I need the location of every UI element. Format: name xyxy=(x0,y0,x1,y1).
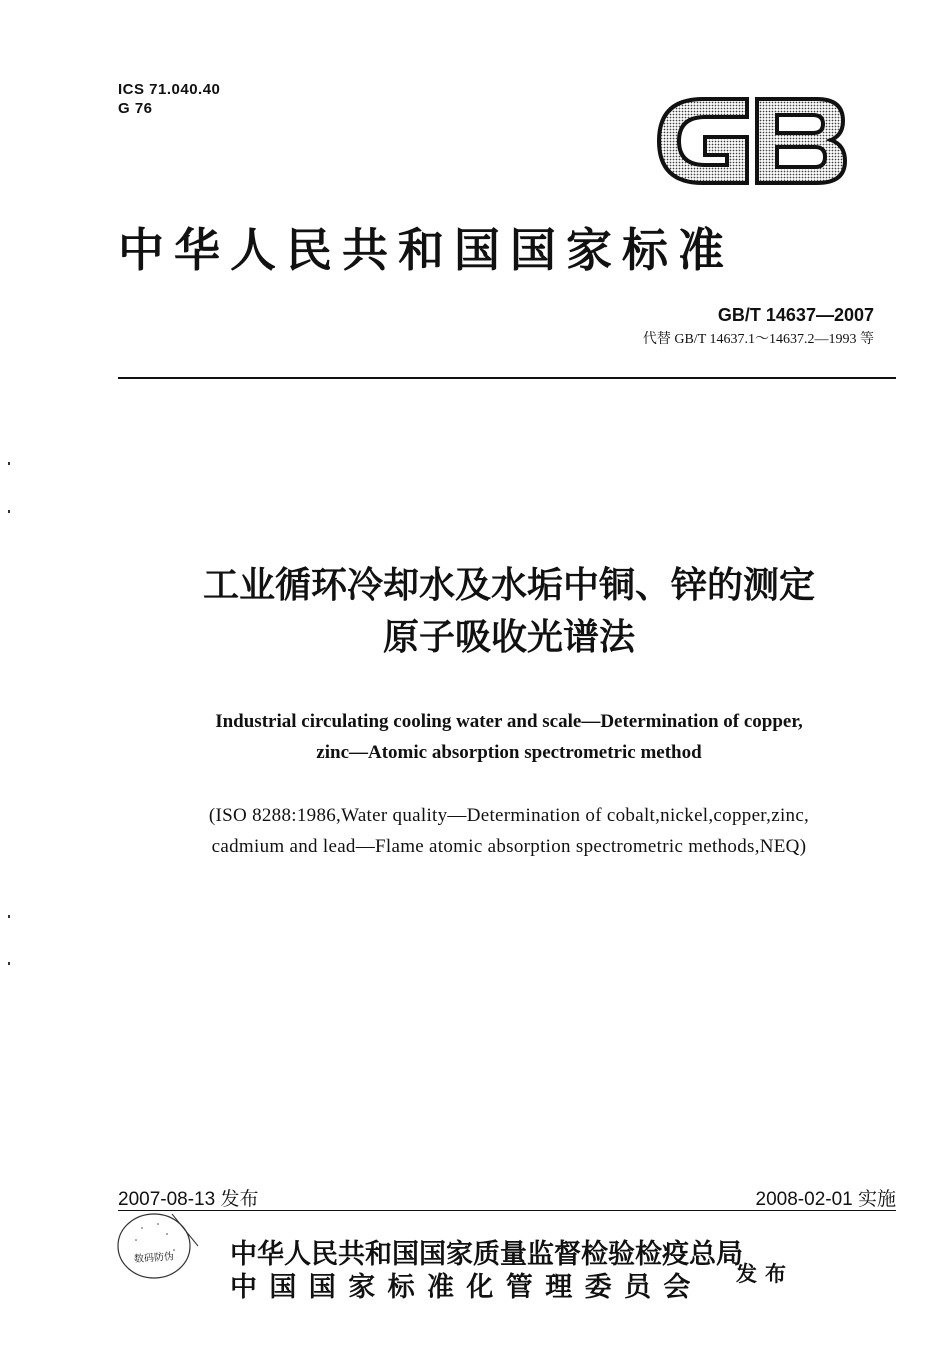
logo-letter-b xyxy=(757,99,845,183)
chinese-title-line1: 工业循环冷却水及水垢中铜、锌的测定 xyxy=(202,565,815,606)
replaces-note: 代替 GB/T 14637.1～14637.2—1993 等 xyxy=(642,332,874,347)
issue-date: 2007-08-13 发布 xyxy=(118,1189,259,1210)
margin-mark xyxy=(8,462,10,465)
issuer-line1: 中华人民共和国国家质量监督检验检疫总局 xyxy=(230,1239,743,1270)
iso-reference xyxy=(118,800,900,862)
logo-letter-g xyxy=(659,99,747,183)
issuer-line2: 中国国家标准化管理委员会 xyxy=(230,1272,703,1303)
english-title xyxy=(118,706,900,768)
margin-mark xyxy=(8,915,10,918)
english-title-line1: Industrial circulating cooling water and scale—Determination of copper, xyxy=(215,711,803,732)
anti-counterfeit-stamp xyxy=(112,1206,202,1282)
footer-divider xyxy=(118,1210,896,1211)
iso-reference-line2: cadmium and lead—Flame atomic absorption spectrometric methods,NEQ) xyxy=(211,836,807,857)
chinese-title xyxy=(118,560,900,664)
iso-reference-line1: (ISO 8288:1986,Water quality—Determination of cobalt,nickel,copper,zinc, xyxy=(208,805,810,826)
ccs-code: G 76 xyxy=(118,100,153,117)
english-title-line2: zinc—Atomic absorption spectrometric method xyxy=(316,742,702,763)
issue-word: 发布 xyxy=(736,1261,794,1286)
gb-logo xyxy=(657,95,849,187)
header-divider xyxy=(118,377,896,379)
standard-number: GB/T 14637—2007 xyxy=(717,305,874,325)
ics-code: ICS 71.040.40 xyxy=(118,81,221,98)
implementation-date: 2008-02-01 实施 xyxy=(755,1189,896,1210)
national-standard-title: 中华人民共和国国家标准 xyxy=(118,223,734,277)
stamp-label: 数码防伪 xyxy=(133,1251,175,1266)
issuing-authorities xyxy=(230,1238,743,1304)
margin-mark xyxy=(8,510,10,513)
margin-mark xyxy=(8,962,10,965)
chinese-title-line2: 原子吸收光谱法 xyxy=(382,617,635,658)
classification-codes xyxy=(118,80,220,118)
